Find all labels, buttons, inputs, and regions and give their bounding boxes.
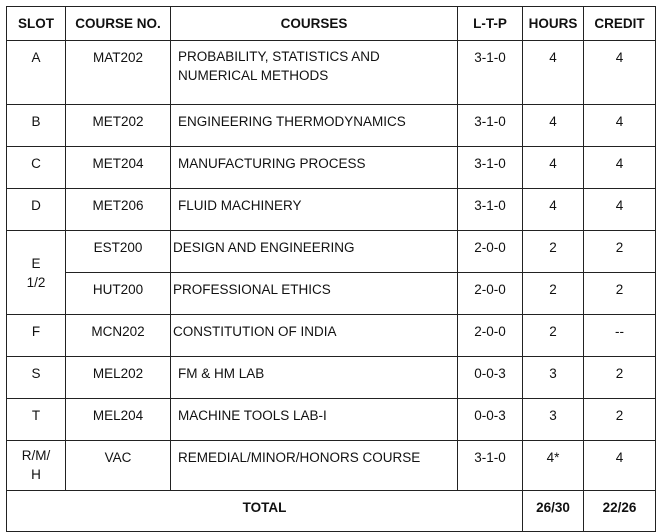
hours: 4* bbox=[523, 441, 584, 491]
credit: 4 bbox=[584, 189, 656, 231]
course-name bbox=[171, 41, 458, 105]
header-slot: SLOT bbox=[7, 7, 66, 41]
table-row bbox=[7, 315, 656, 357]
course-name: FLUID MACHINERY bbox=[171, 189, 458, 231]
table-row bbox=[7, 441, 656, 491]
course-no: MEL202 bbox=[66, 357, 171, 399]
ltp: 2-0-0 bbox=[458, 273, 523, 315]
credit: 2 bbox=[584, 273, 656, 315]
slot-text: R/M/ H bbox=[21, 448, 51, 482]
slot: D bbox=[7, 189, 66, 231]
course-no: MCN202 bbox=[66, 315, 171, 357]
ltp: 2-0-0 bbox=[458, 315, 523, 357]
table-row bbox=[7, 399, 656, 441]
header-hours: HOURS bbox=[523, 7, 584, 41]
header-credit: CREDIT bbox=[584, 7, 656, 41]
ltp: 0-0-3 bbox=[458, 399, 523, 441]
credit: -- bbox=[584, 315, 656, 357]
slot-text: E 1/2 bbox=[26, 255, 46, 290]
course-no: VAC bbox=[66, 441, 171, 491]
course-name: PROFESSIONAL ETHICS bbox=[171, 273, 458, 315]
hours: 4 bbox=[523, 41, 584, 105]
hours: 2 bbox=[523, 231, 584, 273]
course-name: ENGINEERING THERMODYNAMICS bbox=[171, 105, 458, 147]
course-name: MANUFACTURING PROCESS bbox=[171, 147, 458, 189]
credit: 2 bbox=[584, 231, 656, 273]
course-name-text: PROBABILITY, STATISTICS AND NUMERICAL METHODS bbox=[178, 49, 380, 83]
total-row bbox=[7, 491, 656, 532]
hours: 2 bbox=[523, 315, 584, 357]
hours: 4 bbox=[523, 105, 584, 147]
slot bbox=[7, 441, 66, 491]
table-row bbox=[7, 105, 656, 147]
table-row bbox=[7, 231, 656, 273]
ltp: 3-1-0 bbox=[458, 105, 523, 147]
header-ltp: L-T-P bbox=[458, 7, 523, 41]
hours: 2 bbox=[523, 273, 584, 315]
credit: 4 bbox=[584, 105, 656, 147]
slot: B bbox=[7, 105, 66, 147]
course-table bbox=[6, 6, 656, 532]
credit: 4 bbox=[584, 441, 656, 491]
course-name: MACHINE TOOLS LAB-I bbox=[171, 399, 458, 441]
ltp: 3-1-0 bbox=[458, 441, 523, 491]
slot bbox=[7, 231, 66, 315]
course-no: MEL204 bbox=[66, 399, 171, 441]
slot: S bbox=[7, 357, 66, 399]
ltp: 3-1-0 bbox=[458, 41, 523, 105]
course-name: DESIGN AND ENGINEERING bbox=[171, 231, 458, 273]
ltp: 2-0-0 bbox=[458, 231, 523, 273]
table-row bbox=[7, 147, 656, 189]
table-row bbox=[7, 41, 656, 105]
slot: F bbox=[7, 315, 66, 357]
hours: 4 bbox=[523, 189, 584, 231]
total-hours: 26/30 bbox=[523, 491, 584, 532]
table-row bbox=[7, 273, 656, 315]
credit: 2 bbox=[584, 357, 656, 399]
slot: T bbox=[7, 399, 66, 441]
hours: 3 bbox=[523, 399, 584, 441]
hours: 4 bbox=[523, 147, 584, 189]
ltp: 0-0-3 bbox=[458, 357, 523, 399]
hours: 3 bbox=[523, 357, 584, 399]
header-course-no: COURSE NO. bbox=[66, 7, 171, 41]
ltp: 3-1-0 bbox=[458, 147, 523, 189]
credit: 4 bbox=[584, 147, 656, 189]
ltp: 3-1-0 bbox=[458, 189, 523, 231]
table-row bbox=[7, 189, 656, 231]
total-credit: 22/26 bbox=[584, 491, 656, 532]
header-courses: COURSES bbox=[171, 7, 458, 41]
total-label: TOTAL bbox=[7, 491, 523, 532]
course-no: MET206 bbox=[66, 189, 171, 231]
course-no: EST200 bbox=[66, 231, 171, 273]
credit: 2 bbox=[584, 399, 656, 441]
course-no: MET202 bbox=[66, 105, 171, 147]
course-name: REMEDIAL/MINOR/HONORS COURSE bbox=[171, 441, 458, 491]
credit: 4 bbox=[584, 41, 656, 105]
slot: C bbox=[7, 147, 66, 189]
course-no: MAT202 bbox=[66, 41, 171, 105]
table-row bbox=[7, 357, 656, 399]
course-no: MET204 bbox=[66, 147, 171, 189]
header-row bbox=[7, 7, 656, 41]
course-no: HUT200 bbox=[66, 273, 171, 315]
course-name: FM & HM LAB bbox=[171, 357, 458, 399]
slot: A bbox=[7, 41, 66, 105]
course-name: CONSTITUTION OF INDIA bbox=[171, 315, 458, 357]
